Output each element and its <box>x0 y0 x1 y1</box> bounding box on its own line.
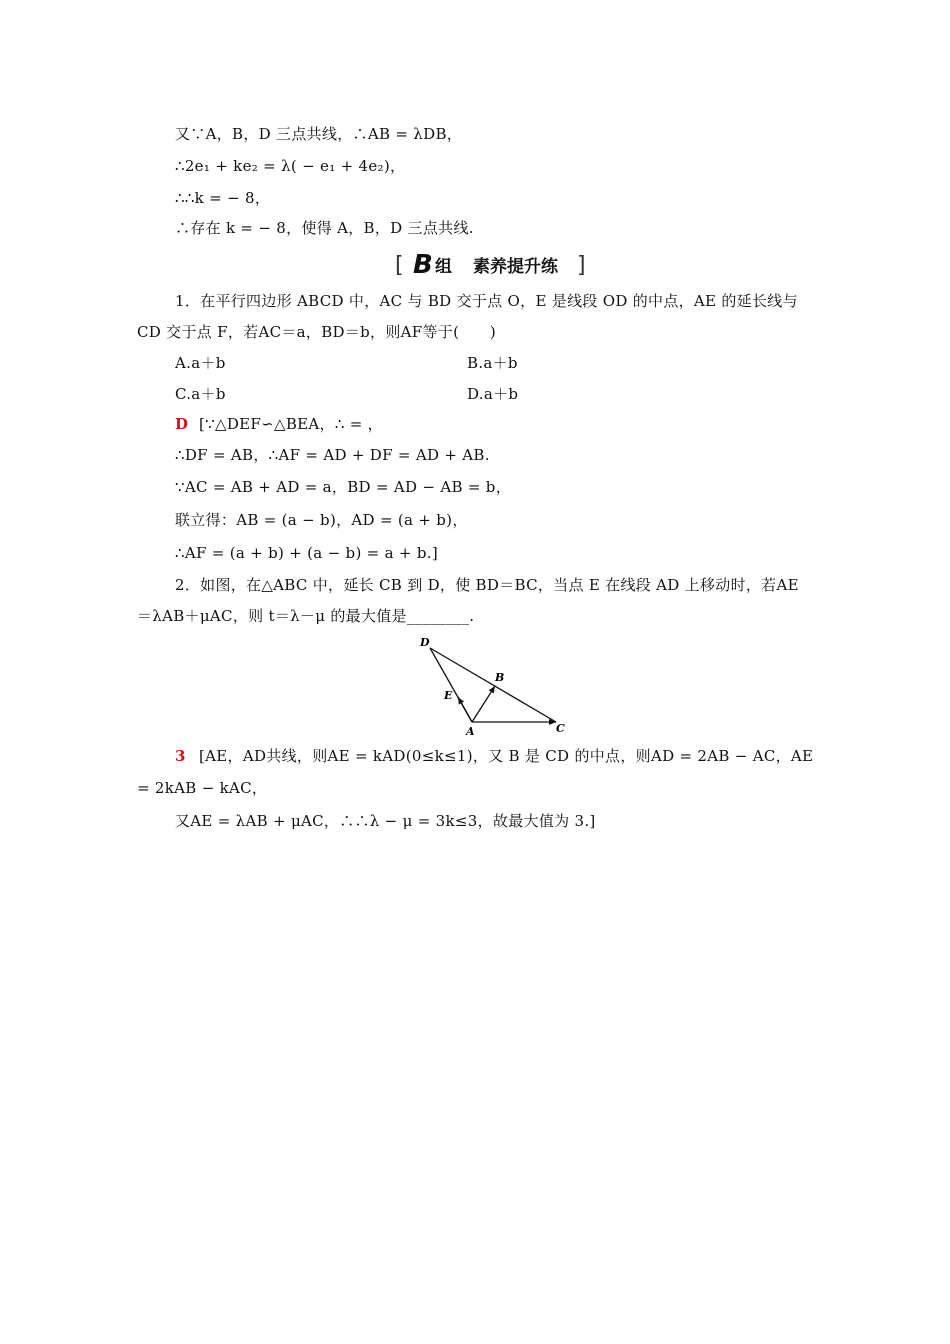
solution-line-conclusion: ∴存在 k = − 8，使得 A，B，D 三点共线. <box>175 219 474 237</box>
question-1-line-1: 1．在平行四边形 ABCD 中，AC 与 BD 交于点 O，E 是线段 OD 的中点，AE 的延长线与 <box>175 292 798 310</box>
header-group-label: 组 <box>435 257 452 277</box>
answer-1-letter: D <box>175 415 189 433</box>
solution-2-line-3: 又AE = λAB + μAC，∴∴λ − μ = 3k≤3，故最大值为 3.] <box>175 812 596 830</box>
section-header-b-group <box>395 252 595 282</box>
bracket-left-icon: [ <box>395 253 404 278</box>
segment-dc <box>430 648 556 722</box>
header-title: 素养提升练 <box>473 257 558 277</box>
vector-ae <box>458 697 472 722</box>
solution-1-line-3: ∵AC = AB + AD = a，BD = AD − AB = b， <box>175 478 512 496</box>
vector-ab <box>472 686 495 722</box>
solution-line-vector-eq: ∴2e₁ + ke₂ = λ( − e₁ + 4e₂)， <box>175 157 406 175</box>
label-b: B <box>495 671 505 684</box>
answer-2-letter: 3 <box>175 747 186 765</box>
solution-1-line-1: [∵△DEF∽△BEA，∴ = ， <box>199 415 383 433</box>
solution-line-collinear: 又∵A，B，D 三点共线，∴AB = λDB， <box>175 125 463 143</box>
label-d: D <box>420 636 430 649</box>
question-2-line-2: ＝λAB＋μAC，则 t＝λ－μ 的最大值是________. <box>137 607 475 625</box>
solution-1-line-4: 联立得：AB = (a − b)，AD = (a + b)， <box>175 511 468 529</box>
option-c: C.a＋b <box>175 385 226 403</box>
label-e: E <box>444 689 453 702</box>
option-d: D.a＋b <box>467 385 519 403</box>
solution-1-line-2: ∴DF = AB，∴AF = AD + DF = AD + AB. <box>175 446 490 464</box>
option-a: A.a＋b <box>175 354 226 372</box>
label-a: A <box>466 725 475 738</box>
solution-2-line-2: = 2kAB − kAC， <box>137 779 268 797</box>
label-c: C <box>556 722 565 735</box>
solution-1-line-5: ∴AF = (a + b) + (a − b) = a + b.] <box>175 544 438 562</box>
question-2-line-1: 2．如图，在△ABC 中，延长 CB 到 D，使 BD＝BC，当点 E 在线段 AD 上移动时，若AE <box>175 576 799 594</box>
question-1-line-2: CD 交于点 F，若AC＝a，BD＝b，则AF等于( ) <box>137 323 496 341</box>
solution-line-k: ∴∴k = − 8， <box>175 189 271 207</box>
triangle-figure <box>410 634 575 739</box>
option-b: B.a＋b <box>467 354 518 372</box>
solution-2-line-1: [AE，AD共线，则AE = kAD(0≤k≤1)，又 B 是 CD 的中点，则AD = 2AB − AC，AE <box>199 747 814 765</box>
b-group-logo-icon: B <box>413 250 432 280</box>
bracket-right-icon: ] <box>577 253 586 278</box>
